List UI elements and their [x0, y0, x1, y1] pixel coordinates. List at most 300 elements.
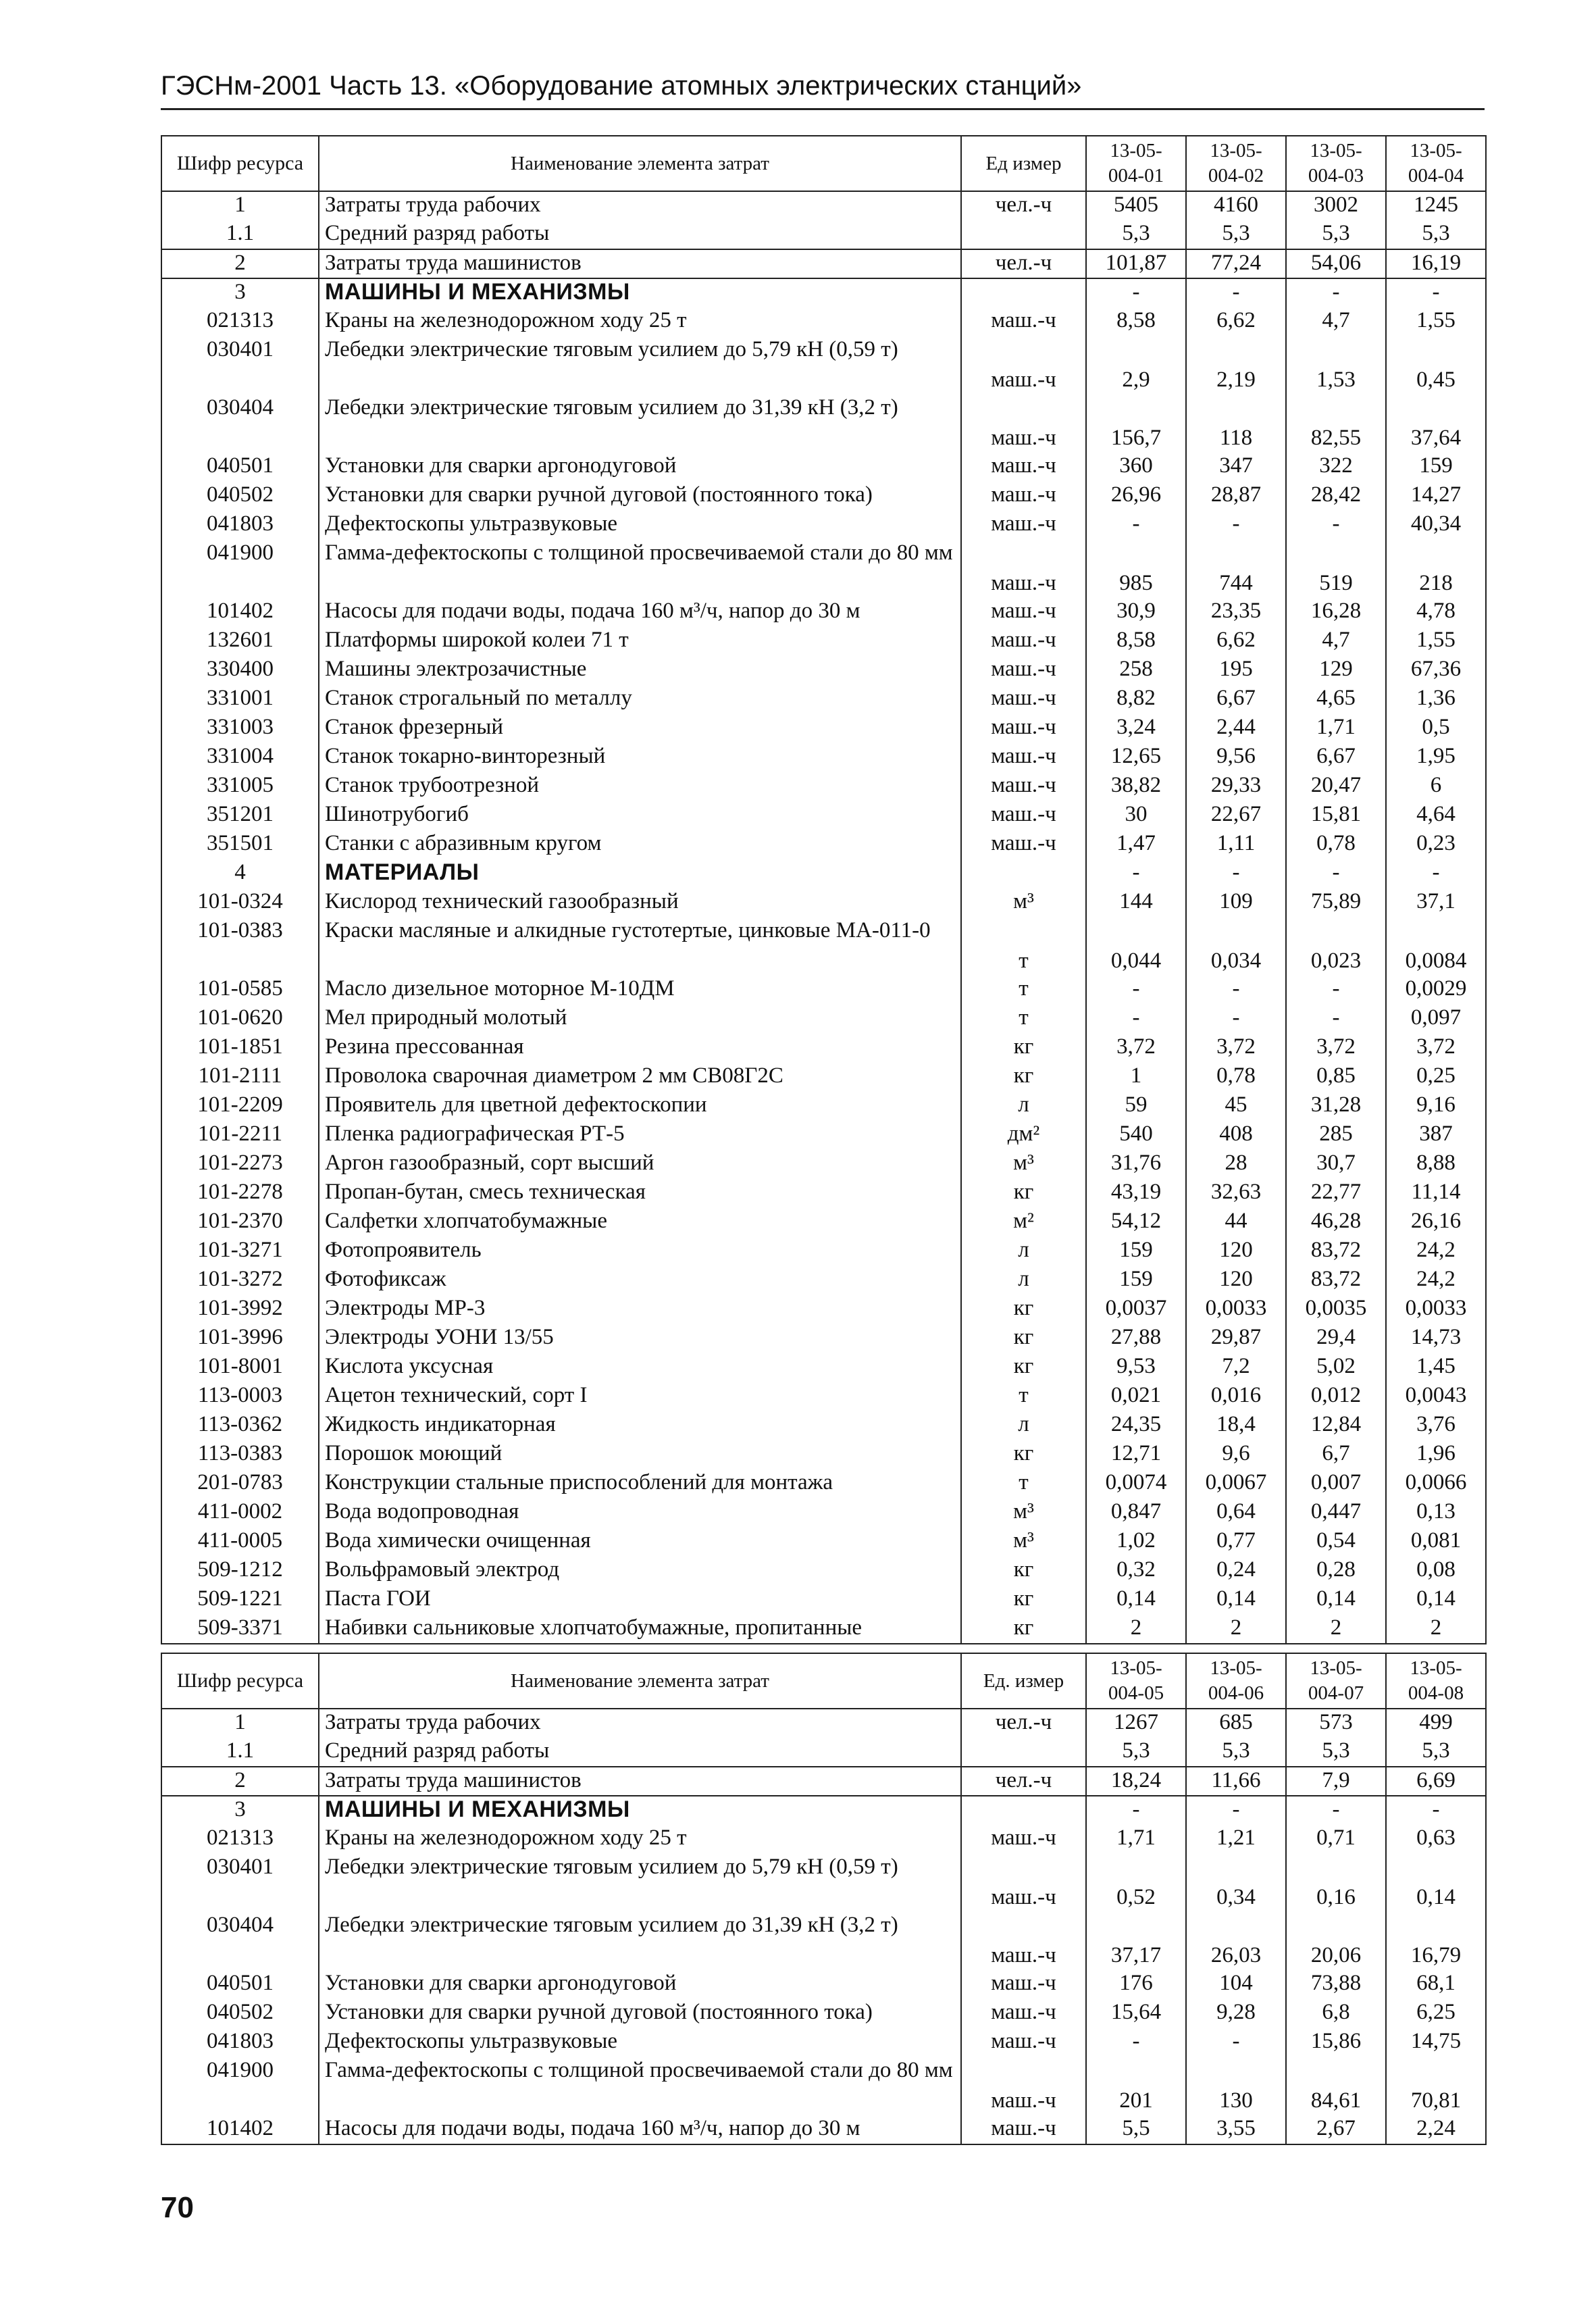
resource-code-cell: 331003: [161, 714, 319, 743]
column-header-value-3: 13-05-004-03: [1286, 136, 1386, 191]
cost-element-name-cell: Станок трубоотрезной: [319, 772, 961, 801]
value-cell: 4,7: [1286, 627, 1386, 656]
cost-element-name-cell: Насосы для подачи воды, подача 160 м³/ч, напор до 30 м: [319, 598, 961, 627]
table-row: [161, 1295, 1486, 1324]
value-cell: -: [1086, 2028, 1186, 2057]
value-cell: 744: [1186, 540, 1286, 598]
cost-element-name-cell: Мел природный молотый: [319, 1005, 961, 1034]
resource-code-cell: 411-0005: [161, 1528, 319, 1557]
unit-cell: маш.-ч: [961, 1854, 1086, 1912]
table-row: [161, 598, 1486, 627]
resource-code-cell: 1: [161, 1709, 319, 1738]
unit-cell: т: [961, 1382, 1086, 1411]
value-cell: 28: [1186, 1150, 1286, 1179]
value-cell: 0,14: [1086, 1586, 1186, 1615]
value-cell: 4,78: [1386, 598, 1486, 627]
unit-cell: л: [961, 1266, 1086, 1295]
unit-cell: маш.-ч: [961, 2115, 1086, 2144]
unit-cell: маш.-ч: [961, 1999, 1086, 2028]
resource-code-cell: 4: [161, 859, 319, 888]
cost-element-name-cell: Затраты труда рабочих: [319, 1709, 961, 1738]
table-row: [161, 772, 1486, 801]
table-row: [161, 1499, 1486, 1528]
value-cell: 84,61: [1286, 2057, 1386, 2115]
value-cell: 45: [1186, 1092, 1286, 1121]
column-header-code: Шифр ресурса: [161, 1653, 319, 1709]
value-cell: 1,71: [1086, 1825, 1186, 1854]
value-cell: 20,06: [1286, 1912, 1386, 1970]
value-cell: 0,14: [1386, 1854, 1486, 1912]
table-body: [161, 191, 1486, 1644]
value-cell: 73,88: [1286, 1970, 1386, 1999]
unit-cell: м³: [961, 1499, 1086, 1528]
value-cell: 144: [1086, 888, 1186, 917]
value-cell: 31,28: [1286, 1092, 1386, 1121]
table-row: [161, 714, 1486, 743]
unit-cell: кг: [961, 1034, 1086, 1063]
value-cell: -: [1086, 976, 1186, 1005]
table-row: [161, 1382, 1486, 1411]
resource-code-cell: 201-0783: [161, 1469, 319, 1499]
value-cell: 0,0043: [1386, 1382, 1486, 1411]
value-cell: 6,62: [1186, 627, 1286, 656]
column-header-value-1: 13-05-004-01: [1086, 136, 1186, 191]
value-cell: 2,19: [1186, 336, 1286, 395]
table-row: [161, 1999, 1486, 2028]
value-cell: 29,4: [1286, 1324, 1386, 1353]
column-header-unit: Ед измер: [961, 136, 1086, 191]
cost-element-name-cell: Порошок моющий: [319, 1440, 961, 1469]
value-cell: 2,24: [1386, 2115, 1486, 2144]
value-cell: 15,64: [1086, 1999, 1186, 2028]
cost-element-name-cell: Вольфрамовый электрод: [319, 1557, 961, 1586]
cost-element-name-cell: МАТЕРИАЛЫ: [319, 859, 961, 888]
resource-code-cell: 101-2111: [161, 1063, 319, 1092]
value-cell: 29,33: [1186, 772, 1286, 801]
value-cell: 82,55: [1286, 395, 1386, 453]
value-cell: 0,77: [1186, 1528, 1286, 1557]
table-row: [161, 1063, 1486, 1092]
resource-code-cell: 101-8001: [161, 1353, 319, 1382]
value-cell: 0,044: [1086, 917, 1186, 976]
table-row: [161, 1092, 1486, 1121]
unit-cell: маш.-ч: [961, 1825, 1086, 1854]
value-cell: 7,9: [1286, 1767, 1386, 1796]
column-header-value-1: 13-05-004-05: [1086, 1653, 1186, 1709]
resource-code-cell: 030401: [161, 1854, 319, 1912]
unit-cell: л: [961, 1411, 1086, 1440]
unit-cell: маш.-ч: [961, 2028, 1086, 2057]
value-cell: 4,7: [1286, 307, 1386, 336]
unit-cell: маш.-ч: [961, 453, 1086, 482]
cost-element-name-cell: Кислота уксусная: [319, 1353, 961, 1382]
value-cell: 11,66: [1186, 1767, 1286, 1796]
unit-cell: маш.-ч: [961, 395, 1086, 453]
cost-element-name-cell: Станок строгальный по металлу: [319, 685, 961, 714]
value-cell: 0,45: [1386, 336, 1486, 395]
value-cell: 1245: [1386, 191, 1486, 220]
table-row: [161, 1005, 1486, 1034]
value-cell: -: [1286, 278, 1386, 307]
cost-element-name-cell: Проволока сварочная диаметром 2 мм СВ08Г2С: [319, 1063, 961, 1092]
value-cell: 130: [1186, 2057, 1286, 2115]
value-cell: 23,35: [1186, 598, 1286, 627]
unit-cell: маш.-ч: [961, 1970, 1086, 1999]
value-cell: 0,0066: [1386, 1469, 1486, 1499]
value-cell: -: [1086, 1796, 1186, 1825]
resource-table-2: [161, 1653, 1487, 2145]
resource-code-cell: 509-1221: [161, 1586, 319, 1615]
value-cell: 29,87: [1186, 1324, 1286, 1353]
cost-element-name-cell: Жидкость индикаторная: [319, 1411, 961, 1440]
resource-code-cell: 2: [161, 249, 319, 278]
value-cell: 0,08: [1386, 1557, 1486, 1586]
resource-code-cell: 101402: [161, 2115, 319, 2144]
unit-cell: л: [961, 1092, 1086, 1121]
value-cell: 104: [1186, 1970, 1286, 1999]
value-cell: 3,72: [1186, 1034, 1286, 1063]
resource-code-cell: 1: [161, 191, 319, 220]
value-cell: 120: [1186, 1237, 1286, 1266]
value-cell: 3,72: [1086, 1034, 1186, 1063]
value-cell: -: [1186, 859, 1286, 888]
value-cell: 8,88: [1386, 1150, 1486, 1179]
value-cell: 0,0029: [1386, 976, 1486, 1005]
value-cell: 7,2: [1186, 1353, 1286, 1382]
value-cell: 120: [1186, 1266, 1286, 1295]
value-cell: 8,58: [1086, 627, 1186, 656]
value-cell: 1,45: [1386, 1353, 1486, 1382]
table-row: [161, 1796, 1486, 1825]
value-cell: -: [1286, 1005, 1386, 1034]
resource-code-cell: 101-0324: [161, 888, 319, 917]
resource-code-cell: 113-0383: [161, 1440, 319, 1469]
table-row: [161, 917, 1486, 976]
unit-cell: [961, 220, 1086, 249]
value-cell: 1,11: [1186, 830, 1286, 859]
value-cell: 101,87: [1086, 249, 1186, 278]
table-row: [161, 1469, 1486, 1499]
value-cell: 54,06: [1286, 249, 1386, 278]
value-cell: -: [1286, 976, 1386, 1005]
value-cell: -: [1086, 511, 1186, 540]
value-cell: 0,13: [1386, 1499, 1486, 1528]
table-row: [161, 336, 1486, 395]
value-cell: 0,85: [1286, 1063, 1386, 1092]
unit-cell: маш.-ч: [961, 598, 1086, 627]
resource-code-cell: 1.1: [161, 220, 319, 249]
value-cell: -: [1286, 511, 1386, 540]
value-cell: 46,28: [1286, 1208, 1386, 1237]
value-cell: 0,016: [1186, 1382, 1286, 1411]
table-row: [161, 1825, 1486, 1854]
value-cell: 5,3: [1086, 220, 1186, 249]
table-row: [161, 1208, 1486, 1237]
value-cell: 70,81: [1386, 2057, 1486, 2115]
value-cell: 322: [1286, 453, 1386, 482]
value-cell: 4,65: [1286, 685, 1386, 714]
resource-code-cell: 101-3996: [161, 1324, 319, 1353]
table-row: [161, 540, 1486, 598]
page-header: [161, 68, 1485, 110]
unit-cell: [961, 859, 1086, 888]
table-row: [161, 1738, 1486, 1767]
table-row: [161, 1586, 1486, 1615]
unit-cell: чел.-ч: [961, 191, 1086, 220]
unit-cell: маш.-ч: [961, 772, 1086, 801]
column-header-value-4: 13-05-004-04: [1386, 136, 1486, 191]
cost-element-name-cell: Вода водопроводная: [319, 1499, 961, 1528]
table-header-row: [161, 1653, 1486, 1709]
value-cell: 573: [1286, 1709, 1386, 1738]
unit-cell: [961, 278, 1086, 307]
cost-element-name-cell: Лебедки электрические тяговым усилием до 31,39 кН (3,2 т): [319, 395, 961, 453]
table-row: [161, 2028, 1486, 2057]
table-row: [161, 220, 1486, 249]
value-cell: -: [1186, 976, 1286, 1005]
cost-element-name-cell: Кислород технический газообразный: [319, 888, 961, 917]
table-row: [161, 1440, 1486, 1469]
value-cell: 38,82: [1086, 772, 1186, 801]
resource-code-cell: 411-0002: [161, 1499, 319, 1528]
value-cell: 3,24: [1086, 714, 1186, 743]
value-cell: 0,5: [1386, 714, 1486, 743]
resource-code-cell: 351201: [161, 801, 319, 830]
table-row: [161, 1557, 1486, 1586]
unit-cell: кг: [961, 1324, 1086, 1353]
value-cell: 5,3: [1286, 1738, 1386, 1767]
value-cell: 0,447: [1286, 1499, 1386, 1528]
value-cell: 0,0074: [1086, 1469, 1186, 1499]
table-row: [161, 249, 1486, 278]
unit-cell: кг: [961, 1615, 1086, 1644]
table-row: [161, 1615, 1486, 1644]
value-cell: 0,24: [1186, 1557, 1286, 1586]
value-cell: 77,24: [1186, 249, 1286, 278]
table-row: [161, 976, 1486, 1005]
resource-code-cell: 351501: [161, 830, 319, 859]
cost-element-name-cell: Краны на железнодорожном ходу 25 т: [319, 307, 961, 336]
value-cell: -: [1086, 1005, 1186, 1034]
value-cell: 0,54: [1286, 1528, 1386, 1557]
column-header-unit: Ед. измер: [961, 1653, 1086, 1709]
value-cell: 0,14: [1386, 1586, 1486, 1615]
cost-element-name-cell: Лебедки электрические тяговым усилием до 5,79 кН (0,59 т): [319, 1854, 961, 1912]
value-cell: 1,95: [1386, 743, 1486, 772]
unit-cell: маш.-ч: [961, 2057, 1086, 2115]
value-cell: 22,77: [1286, 1179, 1386, 1208]
value-cell: 0,34: [1186, 1854, 1286, 1912]
value-cell: 15,86: [1286, 2028, 1386, 2057]
value-cell: 22,67: [1186, 801, 1286, 830]
value-cell: 9,6: [1186, 1440, 1286, 1469]
value-cell: 8,82: [1086, 685, 1186, 714]
unit-cell: т: [961, 1469, 1086, 1499]
unit-cell: кг: [961, 1586, 1086, 1615]
value-cell: 9,28: [1186, 1999, 1286, 2028]
value-cell: 258: [1086, 656, 1186, 685]
value-cell: 499: [1386, 1709, 1486, 1738]
value-cell: 32,63: [1186, 1179, 1286, 1208]
value-cell: 0,32: [1086, 1557, 1186, 1586]
value-cell: 24,35: [1086, 1411, 1186, 1440]
resource-code-cell: 040501: [161, 453, 319, 482]
value-cell: 68,1: [1386, 1970, 1486, 1999]
value-cell: 0,0033: [1386, 1295, 1486, 1324]
value-cell: 0,0067: [1186, 1469, 1286, 1499]
table-row: [161, 2115, 1486, 2144]
resource-code-cell: 101-3271: [161, 1237, 319, 1266]
value-cell: 0,16: [1286, 1854, 1386, 1912]
table-row: [161, 1912, 1486, 1970]
value-cell: 6,67: [1286, 743, 1386, 772]
value-cell: 18,24: [1086, 1767, 1186, 1796]
unit-cell: чел.-ч: [961, 1709, 1086, 1738]
resource-code-cell: 101-1851: [161, 1034, 319, 1063]
table-row: [161, 1528, 1486, 1557]
resource-code-cell: 113-0362: [161, 1411, 319, 1440]
unit-cell: кг: [961, 1557, 1086, 1586]
resource-code-cell: 113-0003: [161, 1382, 319, 1411]
table-row: [161, 307, 1486, 336]
value-cell: 1,96: [1386, 1440, 1486, 1469]
value-cell: 540: [1086, 1121, 1186, 1150]
column-header-value-4: 13-05-004-08: [1386, 1653, 1486, 1709]
column-header-value-2: 13-05-004-06: [1186, 1653, 1286, 1709]
value-cell: 16,79: [1386, 1912, 1486, 1970]
value-cell: 16,19: [1386, 249, 1486, 278]
table-row: [161, 1150, 1486, 1179]
cost-element-name-cell: Электроды УОНИ 13/55: [319, 1324, 961, 1353]
cost-element-name-cell: Установки для сварки аргонодуговой: [319, 453, 961, 482]
unit-cell: м³: [961, 1150, 1086, 1179]
value-cell: 1,55: [1386, 307, 1486, 336]
value-cell: 8,58: [1086, 307, 1186, 336]
value-cell: 5,3: [1286, 220, 1386, 249]
value-cell: 0,25: [1386, 1063, 1486, 1092]
resource-code-cell: 021313: [161, 1825, 319, 1854]
resource-code-cell: 101-0383: [161, 917, 319, 976]
value-cell: 2: [1286, 1615, 1386, 1644]
resource-code-cell: 030404: [161, 1912, 319, 1970]
resource-code-cell: 030404: [161, 395, 319, 453]
unit-cell: маш.-ч: [961, 743, 1086, 772]
cost-element-name-cell: Фотопроявитель: [319, 1237, 961, 1266]
resource-code-cell: 021313: [161, 307, 319, 336]
table-row: [161, 888, 1486, 917]
page-number: 70: [161, 2191, 194, 2224]
resource-code-cell: 331005: [161, 772, 319, 801]
value-cell: 27,88: [1086, 1324, 1186, 1353]
value-cell: 109: [1186, 888, 1286, 917]
table-row: [161, 1121, 1486, 1150]
value-cell: 387: [1386, 1121, 1486, 1150]
value-cell: 43,19: [1086, 1179, 1186, 1208]
value-cell: 201: [1086, 2057, 1186, 2115]
value-cell: 4160: [1186, 191, 1286, 220]
value-cell: 0,52: [1086, 1854, 1186, 1912]
value-cell: 408: [1186, 1121, 1286, 1150]
value-cell: 15,81: [1286, 801, 1386, 830]
table-row: [161, 685, 1486, 714]
resource-code-cell: 509-3371: [161, 1615, 319, 1644]
value-cell: -: [1086, 859, 1186, 888]
value-cell: 14,75: [1386, 2028, 1486, 2057]
cost-element-name-cell: Проявитель для цветной дефектоскопии: [319, 1092, 961, 1121]
value-cell: 5,02: [1286, 1353, 1386, 1382]
value-cell: 685: [1186, 1709, 1286, 1738]
unit-cell: маш.-ч: [961, 511, 1086, 540]
table-row: [161, 1034, 1486, 1063]
resource-code-cell: 030401: [161, 336, 319, 395]
column-header-code: Шифр ресурса: [161, 136, 319, 191]
resource-code-cell: 101-3992: [161, 1295, 319, 1324]
resource-code-cell: 101-2278: [161, 1179, 319, 1208]
value-cell: -: [1386, 859, 1486, 888]
value-cell: 159: [1086, 1237, 1186, 1266]
unit-cell: маш.-ч: [961, 801, 1086, 830]
value-cell: 285: [1286, 1121, 1386, 1150]
cost-element-name-cell: Станки с абразивным кругом: [319, 830, 961, 859]
table-row: [161, 191, 1486, 220]
cost-element-name-cell: Гамма-дефектоскопы с толщиной просвечиваемой стали до 80 мм: [319, 2057, 961, 2115]
cost-element-name-cell: Аргон газообразный, сорт высший: [319, 1150, 961, 1179]
value-cell: 519: [1286, 540, 1386, 598]
unit-cell: маш.-ч: [961, 714, 1086, 743]
value-cell: 0,14: [1286, 1586, 1386, 1615]
resource-code-cell: 040501: [161, 1970, 319, 1999]
cost-element-name-cell: Электроды МР-3: [319, 1295, 961, 1324]
unit-cell: маш.-ч: [961, 830, 1086, 859]
cost-element-name-cell: Краны на железнодорожном ходу 25 т: [319, 1825, 961, 1854]
cost-element-name-cell: Фотофиксаж: [319, 1266, 961, 1295]
cost-element-name-cell: Набивки сальниковые хлопчатобумажные, пропитанные: [319, 1615, 961, 1644]
cost-element-name-cell: Станок фрезерный: [319, 714, 961, 743]
resource-code-cell: 101-2370: [161, 1208, 319, 1237]
value-cell: 176: [1086, 1970, 1186, 1999]
value-cell: -: [1286, 1796, 1386, 1825]
value-cell: 18,4: [1186, 1411, 1286, 1440]
value-cell: 0,64: [1186, 1499, 1286, 1528]
cost-element-name-cell: Пленка радиографическая РТ-5: [319, 1121, 961, 1150]
value-cell: 5,3: [1386, 220, 1486, 249]
table-row: [161, 1179, 1486, 1208]
value-cell: 118: [1186, 395, 1286, 453]
table-row: [161, 743, 1486, 772]
value-cell: 30,7: [1286, 1150, 1386, 1179]
value-cell: 83,72: [1286, 1266, 1386, 1295]
cost-element-name-cell: Шинотрубогиб: [319, 801, 961, 830]
table-row: [161, 1854, 1486, 1912]
value-cell: 12,71: [1086, 1440, 1186, 1469]
cost-element-name-cell: Масло дизельное моторное М-10ДМ: [319, 976, 961, 1005]
value-cell: 37,1: [1386, 888, 1486, 917]
column-header-name: Наименование элемента затрат: [319, 136, 961, 191]
value-cell: -: [1286, 859, 1386, 888]
value-cell: 30,9: [1086, 598, 1186, 627]
table-row: [161, 1709, 1486, 1738]
value-cell: 67,36: [1386, 656, 1486, 685]
value-cell: 20,47: [1286, 772, 1386, 801]
cost-element-name-cell: Вода химически очищенная: [319, 1528, 961, 1557]
table-row: [161, 395, 1486, 453]
value-cell: 0,78: [1286, 830, 1386, 859]
cost-element-name-cell: МАШИНЫ И МЕХАНИЗМЫ: [319, 278, 961, 307]
unit-cell: м³: [961, 1528, 1086, 1557]
table-row: [161, 1237, 1486, 1266]
unit-cell: кг: [961, 1353, 1086, 1382]
value-cell: 0,097: [1386, 1005, 1486, 1034]
